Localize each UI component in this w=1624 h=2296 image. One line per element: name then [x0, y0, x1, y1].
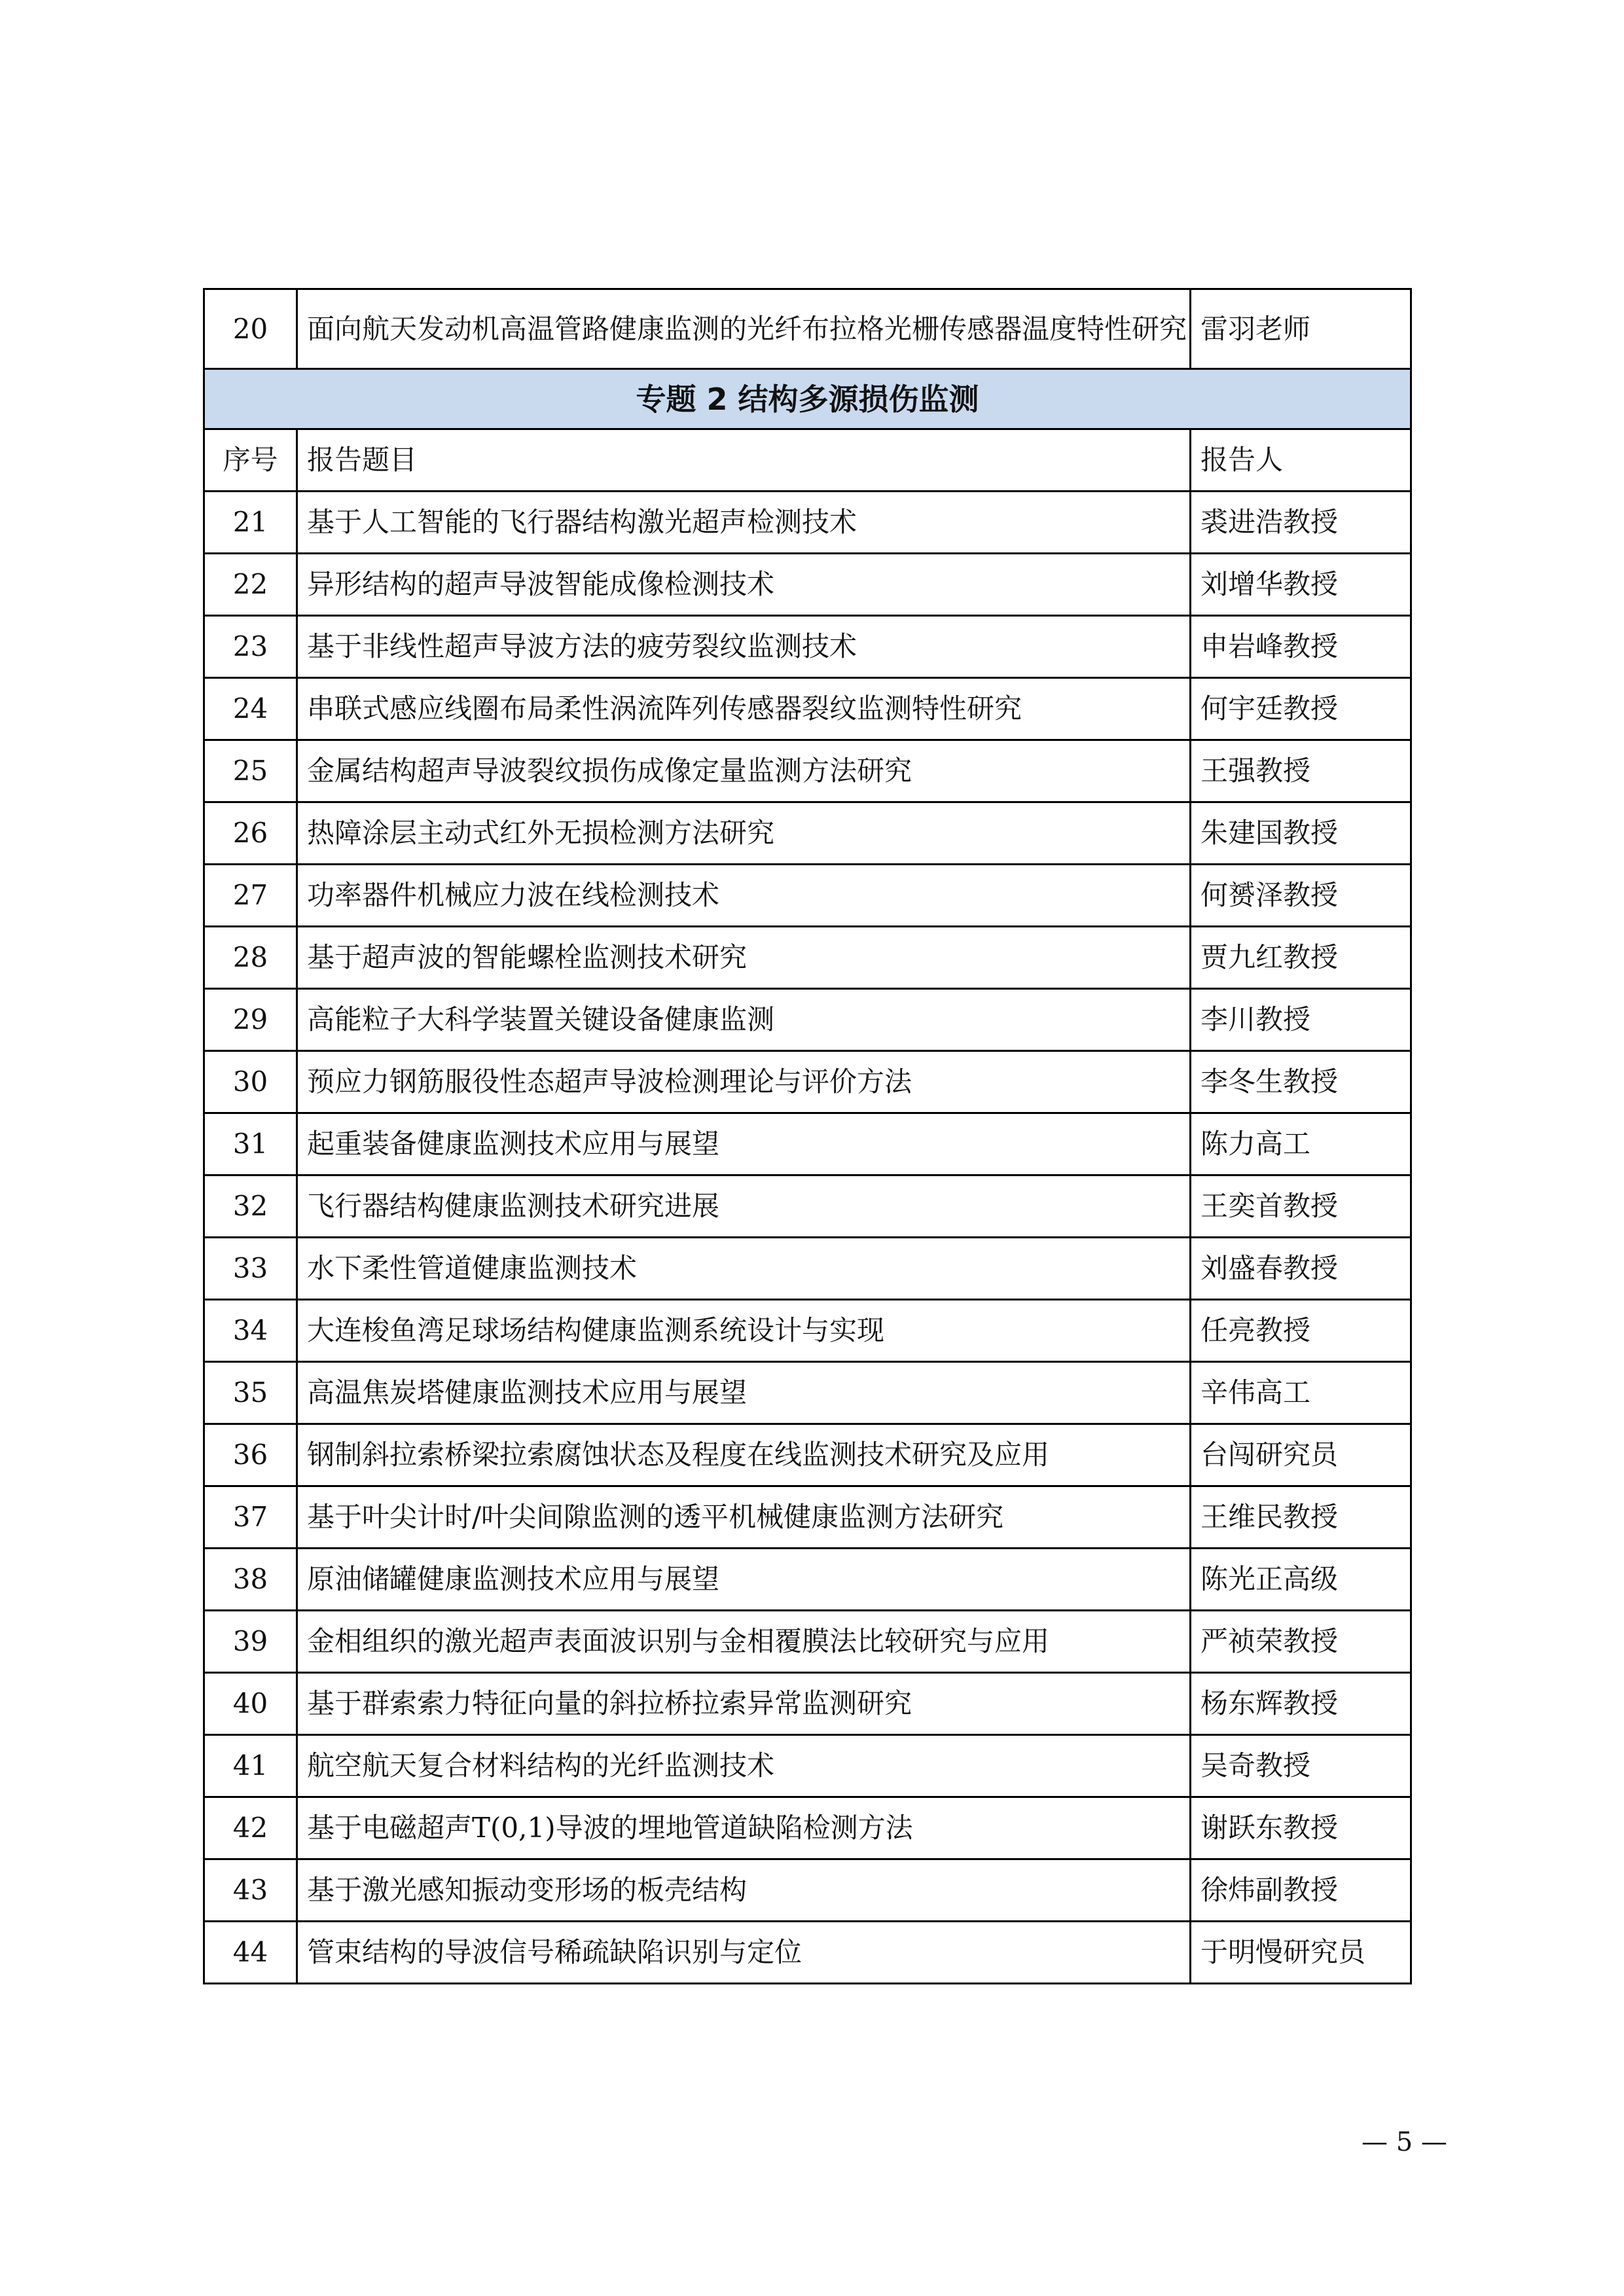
row-speaker: 何赟泽教授 — [1191, 865, 1411, 927]
row-title: 面向航天发动机高温管路健康监测的光纤布拉格光栅传感器温度特性研究 — [297, 289, 1191, 369]
row-number: 27 — [204, 865, 297, 927]
row-number: 36 — [204, 1424, 297, 1486]
row-number: 44 — [204, 1922, 297, 1984]
row-title: 管束结构的导波信号稀疏缺陷识别与定位 — [297, 1922, 1191, 1984]
header-number: 序号 — [204, 429, 297, 492]
row-title: 基于非线性超声导波方法的疲劳裂纹监测技术 — [297, 616, 1191, 678]
row-number: 34 — [204, 1300, 297, 1362]
row-title: 飞行器结构健康监测技术研究进展 — [297, 1175, 1191, 1238]
table-row — [204, 1797, 1411, 1859]
table-row — [204, 554, 1411, 616]
row-speaker: 王强教授 — [1191, 740, 1411, 802]
row-number: 31 — [204, 1113, 297, 1175]
table-row — [204, 1424, 1411, 1486]
table-row — [204, 678, 1411, 740]
table-row — [204, 1735, 1411, 1797]
row-speaker: 李冬生教授 — [1191, 1051, 1411, 1113]
table-row — [204, 1238, 1411, 1300]
report-table-body — [204, 289, 1411, 1984]
row-number: 39 — [204, 1611, 297, 1673]
row-number: 41 — [204, 1735, 297, 1797]
row-speaker: 雷羽老师 — [1191, 289, 1411, 369]
row-number: 38 — [204, 1549, 297, 1611]
row-title: 基于叶尖计时/叶尖间隙监测的透平机械健康监测方法研究 — [297, 1486, 1191, 1549]
header-title: 报告题目 — [297, 429, 1191, 492]
row-title: 热障涂层主动式红外无损检测方法研究 — [297, 802, 1191, 865]
row-title: 基于人工智能的飞行器结构激光超声检测技术 — [297, 492, 1191, 554]
row-title: 基于超声波的智能螺栓监测技术研究 — [297, 927, 1191, 989]
row-title: 钢制斜拉索桥梁拉索腐蚀状态及程度在线监测技术研究及应用 — [297, 1424, 1191, 1486]
row-title: 高温焦炭塔健康监测技术应用与展望 — [297, 1362, 1191, 1424]
row-number: 42 — [204, 1797, 297, 1859]
row-number: 23 — [204, 616, 297, 678]
row-number: 33 — [204, 1238, 297, 1300]
row-speaker: 刘盛春教授 — [1191, 1238, 1411, 1300]
section-title: 专题 2 结构多源损伤监测 — [204, 369, 1411, 429]
header-row — [204, 429, 1411, 492]
row-speaker: 申岩峰教授 — [1191, 616, 1411, 678]
row-speaker: 王维民教授 — [1191, 1486, 1411, 1549]
table-row — [204, 616, 1411, 678]
table-row — [204, 1859, 1411, 1922]
report-table — [203, 288, 1412, 1984]
table-row — [204, 1922, 1411, 1984]
row-title: 基于激光感知振动变形场的板壳结构 — [297, 1859, 1191, 1922]
row-number: 30 — [204, 1051, 297, 1113]
row-title: 水下柔性管道健康监测技术 — [297, 1238, 1191, 1300]
row-number: 35 — [204, 1362, 297, 1424]
row-speaker: 何宇廷教授 — [1191, 678, 1411, 740]
row-speaker: 刘增华教授 — [1191, 554, 1411, 616]
table-row — [204, 1362, 1411, 1424]
table-row — [204, 492, 1411, 554]
table-row — [204, 927, 1411, 989]
row-speaker: 吴奇教授 — [1191, 1735, 1411, 1797]
row-speaker: 杨东辉教授 — [1191, 1673, 1411, 1735]
row-speaker: 谢跃东教授 — [1191, 1797, 1411, 1859]
row-number: 24 — [204, 678, 297, 740]
row-title: 大连梭鱼湾足球场结构健康监测系统设计与实现 — [297, 1300, 1191, 1362]
row-speaker: 于明慢研究员 — [1191, 1922, 1411, 1984]
row-speaker: 朱建国教授 — [1191, 802, 1411, 865]
section-row — [204, 369, 1411, 429]
table-row — [204, 865, 1411, 927]
row-title: 金相组织的激光超声表面波识别与金相覆膜法比较研究与应用 — [297, 1611, 1191, 1673]
row-title: 高能粒子大科学装置关键设备健康监测 — [297, 989, 1191, 1051]
row-title: 金属结构超声导波裂纹损伤成像定量监测方法研究 — [297, 740, 1191, 802]
header-speaker: 报告人 — [1191, 429, 1411, 492]
row-speaker: 任亮教授 — [1191, 1300, 1411, 1362]
row-number: 26 — [204, 802, 297, 865]
table-row — [204, 1611, 1411, 1673]
row-speaker: 李川教授 — [1191, 989, 1411, 1051]
row-number: 25 — [204, 740, 297, 802]
row-title: 起重装备健康监测技术应用与展望 — [297, 1113, 1191, 1175]
table-row — [204, 802, 1411, 865]
row-number: 40 — [204, 1673, 297, 1735]
table-row — [204, 989, 1411, 1051]
row-number: 37 — [204, 1486, 297, 1549]
row-number: 22 — [204, 554, 297, 616]
row-title: 串联式感应线圈布局柔性涡流阵列传感器裂纹监测特性研究 — [297, 678, 1191, 740]
table-row — [204, 1051, 1411, 1113]
table-row — [204, 289, 1411, 369]
row-number: 28 — [204, 927, 297, 989]
row-speaker: 严祯荣教授 — [1191, 1611, 1411, 1673]
row-speaker: 陈力高工 — [1191, 1113, 1411, 1175]
table-row — [204, 1175, 1411, 1238]
row-speaker: 陈光正高级 — [1191, 1549, 1411, 1611]
row-number: 43 — [204, 1859, 297, 1922]
row-speaker: 辛伟高工 — [1191, 1362, 1411, 1424]
row-number: 29 — [204, 989, 297, 1051]
table-row — [204, 1549, 1411, 1611]
row-speaker: 王奕首教授 — [1191, 1175, 1411, 1238]
row-title: 功率器件机械应力波在线检测技术 — [297, 865, 1191, 927]
table-row — [204, 1486, 1411, 1549]
row-number: 32 — [204, 1175, 297, 1238]
table-row — [204, 1113, 1411, 1175]
row-title: 航空航天复合材料结构的光纤监测技术 — [297, 1735, 1191, 1797]
page-number: — 5 — — [1362, 2127, 1447, 2157]
row-speaker: 徐炜副教授 — [1191, 1859, 1411, 1922]
row-speaker: 台闯研究员 — [1191, 1424, 1411, 1486]
table-row — [204, 1300, 1411, 1362]
table-row — [204, 740, 1411, 802]
row-title: 预应力钢筋服役性态超声导波检测理论与评价方法 — [297, 1051, 1191, 1113]
row-title: 原油储罐健康监测技术应用与展望 — [297, 1549, 1191, 1611]
row-title: 异形结构的超声导波智能成像检测技术 — [297, 554, 1191, 616]
row-number: 20 — [204, 289, 297, 369]
row-title: 基于电磁超声T(0,1)导波的埋地管道缺陷检测方法 — [297, 1797, 1191, 1859]
row-speaker: 贾九红教授 — [1191, 927, 1411, 989]
row-title: 基于群索索力特征向量的斜拉桥拉索异常监测研究 — [297, 1673, 1191, 1735]
row-number: 21 — [204, 492, 297, 554]
table-row — [204, 1673, 1411, 1735]
row-speaker: 裘进浩教授 — [1191, 492, 1411, 554]
